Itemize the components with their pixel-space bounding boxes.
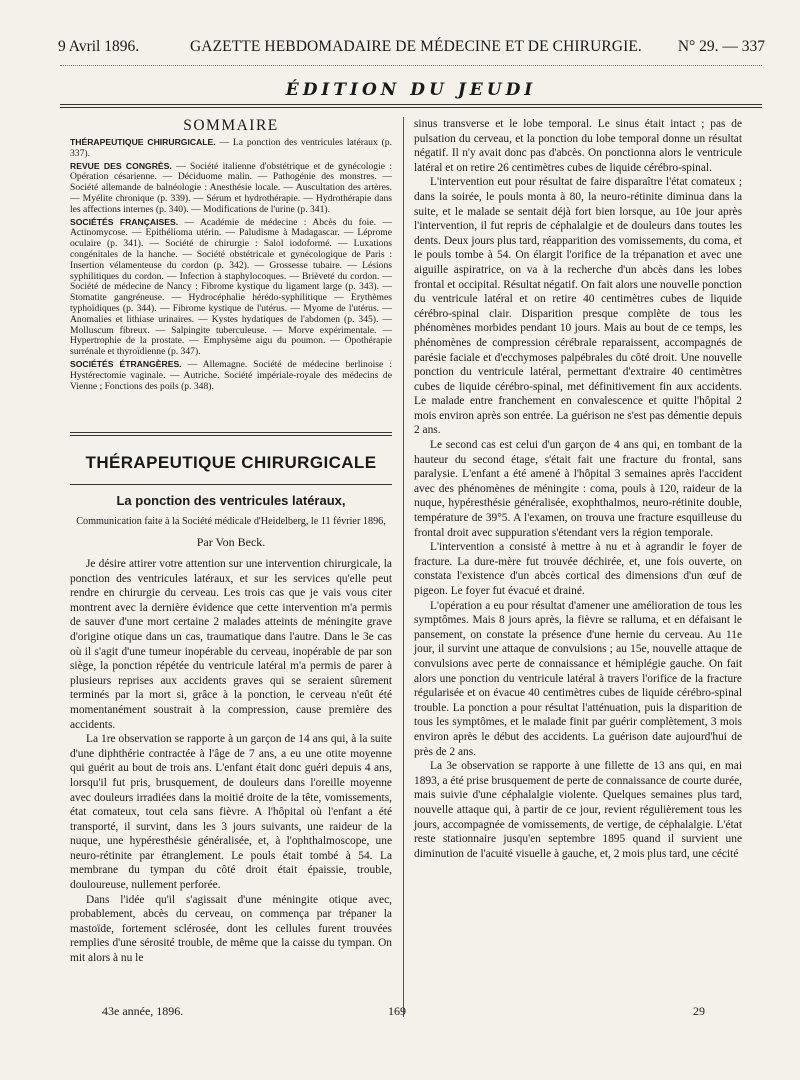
sommaire-entry <box>70 217 392 358</box>
article-author: Par Von Beck. <box>196 535 266 549</box>
paragraph: Le second cas est celui d'un garçon de 4 ans qui, en tombant de la hauteur du second étage, s'était fait une fracture du frontal, sans paralysie. L'enfant a été amené à l'hôpital 3 semaines après l'accident avec des phénomènes de méningite : coma, pouls à 120, raideur de la nuque, hypéresthésie généralisée, exophthalmos, neuro-rétinite double, température de 39°5. A l'examen, on trouva une fracture esquilleuse du frontal droit avec suppuration s'étendant vers la région temporale. <box>414 439 742 539</box>
paragraph: Je désire attirer votre attention sur une intervention chirurgicale, la ponction des ventricules latéraux, et sur les services qu'elle peut rendre en chirurgie du cerveau. Les trois cas que je vais vous citer montrent avec la dernière évidence que cette intervention m'a permis de sauver d'une mort certaine 2 malades atteints de méningite grave d'origine otique dans un cas, traumatique dans l'autre. Dans le 3e cas où il s'agit d'une tumeur inopérable du cerveau, inopérable de par son siège, la ponction répétée du ventricule latéral m'a permis de parer à plusieurs reprises aux accidents graves qui se seraient sûrement terminés par la mort si, grâce à la ponction, le cerveau n'eût été momentanément soustrait à la compression, cause première des accidents. <box>70 558 392 731</box>
edition-rule-2 <box>60 107 762 108</box>
article-communication: Communication faite à la Société médicale d'Heidelberg, le 11 février 1896, <box>76 516 386 527</box>
sommaire-entry <box>70 137 392 160</box>
left-column <box>70 117 393 965</box>
edition-banner: ÉDITION DU JEUDI <box>285 80 537 100</box>
running-header <box>58 38 765 60</box>
article-body-left <box>70 557 392 966</box>
sommaire-heading: SOCIÉTÉS ÉTRANGÈRES. <box>70 358 182 369</box>
sommaire-list <box>70 137 392 392</box>
sommaire-entry <box>70 161 392 216</box>
paragraph: La 1re observation se rapporte à un garçon de 14 ans qui, à la suite d'une diphthérie contractée à l'âge de 7 ans, a eu une otite moyenne qui guérit au bout de trois ans. L'enfant était donc guéri depuis 4 ans, lorsqu'il fut pris, brusquement, de douleurs dans l'oreille moyenne avec douleurs irradiées dans la moitié droite de la tête, vomissements, état comateux, tout cela sans fièvre. A l'hôpital où l'enfant a été transporté, il survint, dans les 3 jours suivants, une raideur de la nuque, une hypéresthésie généralisée, et, à l'ophthalmoscope, une neuro-rétinite par étranglement. Le pouls était tombé à 54. La membrane du tympan du côté droit était épaissie, trouble, douloureuse, nullement perforée. <box>70 733 392 892</box>
header-issue-number: N° 29. — 337 <box>677 38 765 55</box>
sommaire-entry <box>70 359 392 392</box>
right-column <box>414 117 742 861</box>
sommaire-heading: REVUE DES CONGRÈS. <box>70 160 172 171</box>
footer-page-number: 169 <box>388 1004 406 1018</box>
header-divider <box>60 65 762 66</box>
paragraph: sinus transverse et le lobe temporal. Le sinus était intact ; pas de pulsation du cerveau, et la ponction du lobe temporal donne un résultat négatif. Il n'y avait donc pas d'abcès. On ponctionna alors le ventricule latéral et on retire 26 centimètres cubes de liquide cérébro-spinal. <box>414 118 742 174</box>
sommaire-text: — Académie de médecine : Abcès du foie. — Actinomycose. — Epithélioma utérin. — Paludisme à Madagascar. — Léprome oculaire (p. 341). — Société de chirurgie : Salol iodoformé. — Luxations congénitales de la hanche. — Société obstétricale et gynécologique de Paris : Insertion vélamenteuse du cordon (p. 342). — Grossesse tubaire. — Lésions syphilitiques du cordon. — Infection à staphylocoques. — Brièveté du cordon. — Société de médecine de Nancy : Fibrome kystique du ligament large (p. 343). — Stomatite gangréneuse. — Hydrocéphalie hérédo-syphilitique — Erythèmes typhoïdiques (p. 344). — Fibrome kystique de l'utérus. — Myome de l'utérus. — Anomalies et lithiase urinaires. — Kystes hydatiques de l'abdomen (p. 345). — Molluscum fibreux. — Salpingite tuberculeuse. — Morve expérimentale. — Hypertrophie de la prostate. — Emphysème aigu du poumon. — Opothérapie surrénale et thyroïdienne (p. 347). <box>70 216 392 358</box>
article-title: La ponction des ventricules latéraux, <box>116 493 346 508</box>
sommaire-title: SOMMAIRE <box>183 117 279 134</box>
header-journal-title: GAZETTE HEBDOMADAIRE DE MÉDECINE ET DE CHIRURGIE. <box>190 38 642 55</box>
section-rule <box>70 484 392 485</box>
header-date: 9 Avril 1896. <box>58 38 140 55</box>
footer-year: 43e année, 1896. <box>102 1004 184 1018</box>
sommaire-rule-1 <box>70 432 392 433</box>
sommaire-rule-2 <box>70 435 392 436</box>
sommaire-heading: SOCIÉTÉS FRANÇAISES. <box>70 216 179 227</box>
paragraph: L'intervention a consisté à mettre à nu et à agrandir le foyer de fracture. La dure-mère fut trouvée déchirée, et, une fois ouverte, on constata l'existence d'un abcès cortical des dimensions d'un œuf de pigeon. Le foyer fut évacué et drainé. <box>414 541 742 597</box>
edition-rule-1 <box>60 104 762 105</box>
paragraph: Dans l'idée qu'il s'agissait d'une méningite otique avec, probablement, abcès du cerveau, on commença par trépaner la mastoïde, fortement sclérosée, dont les cellules furent trouvées remplies d'une sérosité trouble, de même que la caisse du tympan. On mit alors à nu le <box>70 893 392 965</box>
sommaire-text: — Allemagne. Société de médecine berlinoise : Hystérectomie vaginale. — Autriche. Société impériale-royale des médecins de Vienne ; Fonctions des poils (p. 348). <box>70 358 393 392</box>
footer-sheet-number: 29 <box>693 1004 705 1018</box>
paragraph: L'opération a eu pour résultat d'amener une amélioration de tous les symptômes. Mais 8 jours après, la fièvre se ralluma, et en défaisant le pansement, on constate la présence d'une hernie du cerveau. Au 11e jour, il survint une attaque de convulsions ; au 15e, nouvelle attaque de convulsions avec perte de connaissance et hémiplégie gauche. On fait alors une ponction du ventricule latéral à travers l'orifice de la fracture régularisée et on évacue 40 centimètres cubes de liquide cérébro-spinal trouble. La ponction a pour résultat l'atténuation, puis la disparition de tous les symptômes, et le malade finit par guérir complètement, 3 mois environ après le début des accidents. La guérison date aujourd'hui de près de 2 ans. <box>414 599 742 758</box>
section-title: THÉRAPEUTIQUE CHIRURGICALE <box>85 453 377 472</box>
sommaire-text: — La ponction des ventricules latéraux (p. 337). <box>70 137 392 159</box>
paragraph: La 3e observation se rapporte à une fillette de 13 ans qui, en mai 1893, a été prise brusquement de perte de connaissance de courte durée, mais suivie d'une céphalalgie violente. Quelques semaines plus tard, nouvelle attaque qui, à partir de ce jour, revient régulièrement tous les jours, accompagnée de vomissements, de vertige, de céphalalgie. L'état reste stationnaire jusqu'en septembre 1895 quand il survient une diminution de l'acuité visuelle à gauche, et, 2 mois plus tard, une cécité <box>414 760 742 860</box>
paragraph: L'intervention eut pour résultat de faire disparaître l'état comateux ; dans la soirée, le pouls monta à 80, la neuro-rétinite diminua dans la suite, et le malade se sentait déjà fort bien lorsque, au 10e jour après l'intervention, il fut repris de céphalalgie et de douleurs dans toutes les dents. Deux jours plus tard, réapparition des vomissements, du coma, et le pouls tombe à 54. On élargit l'orifice de la trépanation et avec une aiguille aspiratrice, on va à la recherche d'un abcès dans les lobes frontal et occipital. Résultat négatif. On fait alors une nouvelle ponction du ventricule latéral et on retire 40 centimètres cubes de liquide cérébro-spinal clair. Disparition presque complète de tous les phénomènes morbides pendant 10 jours. Mais au bout de ce temps, les phénomènes de compression cérébrale reparaissent, accompagnés de parésie faciale et d'ecchymoses palpébrales du côté droit. Une nouvelle ponction du ventricule latéral, permettant d'extraire 40 centimètres cubes de liquide cérébro-spinal, met définitivement fin aux accidents. Le malade entre franchement en convalescence et quitte l'hôpital 2 mois environ après son entrée. La guérison ne s'est pas démentie depuis 2 ans. <box>414 176 742 437</box>
column-divider <box>403 117 404 1017</box>
sommaire-text: — Société italienne d'obstétrique et de gynécologie : Opération césarienne. — Déciduome malin. — Pathogénie des monstres. — Société allemande de balnéologie : Anesthésie locale. — Auscultation des artères. — Myélite chronique (p. 339). — Sérum et hydrothérapie. — Hydrothérapie dans les affections internes (p. 340). — Modifications de l'urine (p. 341). <box>70 160 392 215</box>
sommaire-heading: THÉRAPEUTIQUE CHIRURGICALE. <box>70 137 216 147</box>
